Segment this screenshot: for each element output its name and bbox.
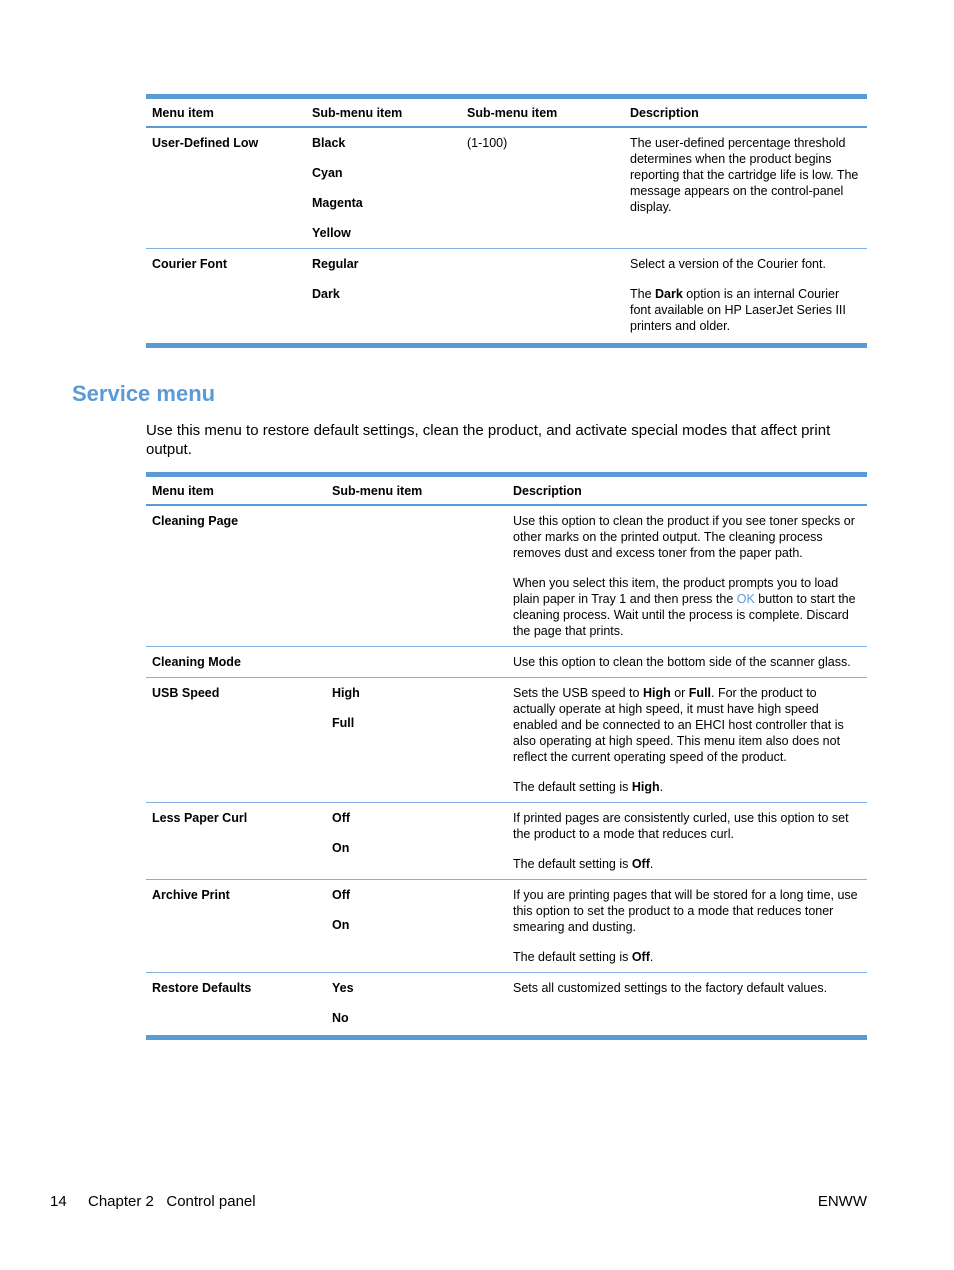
submenu-cell	[326, 678, 507, 803]
submenu-option: High	[332, 686, 360, 700]
submenu-option: No	[332, 1011, 349, 1025]
submenu-cell	[326, 505, 507, 647]
chapter-title: Chapter 2 Control panel	[88, 1193, 256, 1210]
table-header-row	[146, 475, 867, 506]
description-cell	[507, 505, 867, 647]
menu-item-cell: Restore Defaults	[146, 973, 326, 1038]
description-paragraph: The default setting is Off.	[513, 857, 654, 871]
submenu-option: Yellow	[312, 226, 351, 240]
table-row	[146, 505, 867, 647]
description-paragraph: The default setting is Off.	[513, 950, 654, 964]
description-cell: Sets all customized settings to the factory default values.	[507, 973, 867, 1038]
submenu-option: Cyan	[312, 166, 343, 180]
column-header: Menu item	[146, 97, 306, 128]
column-header: Sub-menu item	[461, 97, 624, 128]
menu-item-cell: Cleaning Page	[146, 505, 326, 647]
description-cell: Use this option to clean the bottom side of the scanner glass.	[507, 647, 867, 678]
submenu-cell	[326, 880, 507, 973]
submenu-option: Yes	[332, 981, 354, 995]
settings-table	[146, 94, 867, 348]
description-cell: The user-defined percentage threshold determines when the product begins reporting that the cartridge life is low. The message appears on the control-panel display.	[624, 127, 867, 249]
description-paragraph: Select a version of the Courier font.	[630, 257, 826, 271]
menu-item-cell: User-Defined Low	[146, 127, 306, 249]
footer-code: ENWW	[817, 1193, 867, 1210]
submenu-option: Full	[332, 716, 355, 730]
menu-item-cell: USB Speed	[146, 678, 326, 803]
submenu-cell: (1-100)	[461, 127, 624, 249]
submenu-cell	[326, 973, 507, 1038]
submenu-cell	[326, 647, 507, 678]
page-number: 14	[50, 1193, 67, 1210]
description-paragraph: The default setting is High.	[513, 780, 664, 794]
submenu-option: Dark	[312, 287, 340, 301]
description-paragraph: When you select this item, the product prompts you to load plain paper in Tray 1 and then press the OK button to start the cleaning process. Wait until the process is complete. Discard the page that prints.	[513, 576, 856, 638]
table-row	[146, 678, 867, 803]
ok-button-reference: OK	[736, 592, 755, 606]
description-paragraph: If you are printing pages that will be stored for a long time, use this option to set the product to a mode that reduces toner smearing and dusting.	[513, 888, 858, 934]
table-row	[146, 647, 867, 678]
column-header: Sub-menu item	[306, 97, 461, 128]
submenu-option: Off	[332, 811, 351, 825]
submenu-option: Black	[312, 136, 346, 150]
submenu-option: Regular	[312, 257, 359, 271]
column-header: Sub-menu item	[326, 475, 507, 506]
menu-item-cell: Archive Print	[146, 880, 326, 973]
menu-item-cell: Cleaning Mode	[146, 647, 326, 678]
description-cell	[507, 880, 867, 973]
section-intro: Use this menu to restore default settings, clean the product, and activate special modes that affect print output.	[146, 422, 831, 458]
description-paragraph: Sets the USB speed to High or Full. For the product to actually operate at high speed, it must have high speed enabled and be connected to an EHCI host controller that is also operating at high speed. This menu item also does not reflect the current operating speed of the product.	[513, 686, 844, 764]
submenu-option: Magenta	[312, 196, 363, 210]
submenu-cell	[461, 249, 624, 346]
submenu-cell	[306, 127, 461, 249]
menu-item-cell: Courier Font	[146, 249, 306, 346]
description-paragraph: If printed pages are consistently curled, use this option to set the product to a mode that reduces curl.	[513, 811, 849, 841]
column-header: Description	[507, 475, 867, 506]
description-paragraph: The Dark option is an internal Courier font available on HP LaserJet Series III printers and older.	[630, 287, 846, 333]
section-heading: Service menu	[72, 381, 216, 406]
submenu-option: On	[332, 841, 350, 855]
description-cell	[507, 678, 867, 803]
submenu-cell	[306, 249, 461, 346]
table-header-row	[146, 97, 867, 128]
submenu-cell	[326, 803, 507, 880]
table-row	[146, 127, 867, 249]
description-cell	[624, 249, 867, 346]
table-row	[146, 973, 867, 1038]
menu-item-cell: Less Paper Curl	[146, 803, 326, 880]
submenu-option: Off	[332, 888, 351, 902]
column-header: Menu item	[146, 475, 326, 506]
description-cell	[507, 803, 867, 880]
column-header: Description	[624, 97, 867, 128]
table-row	[146, 803, 867, 880]
submenu-option: On	[332, 918, 350, 932]
table-row	[146, 249, 867, 346]
service-menu-table	[146, 472, 867, 1040]
description-paragraph: Use this option to clean the product if you see toner specks or other marks on the printed output. The cleaning process removes dust and excess toner from the paper path.	[513, 514, 855, 560]
table-row	[146, 880, 867, 973]
